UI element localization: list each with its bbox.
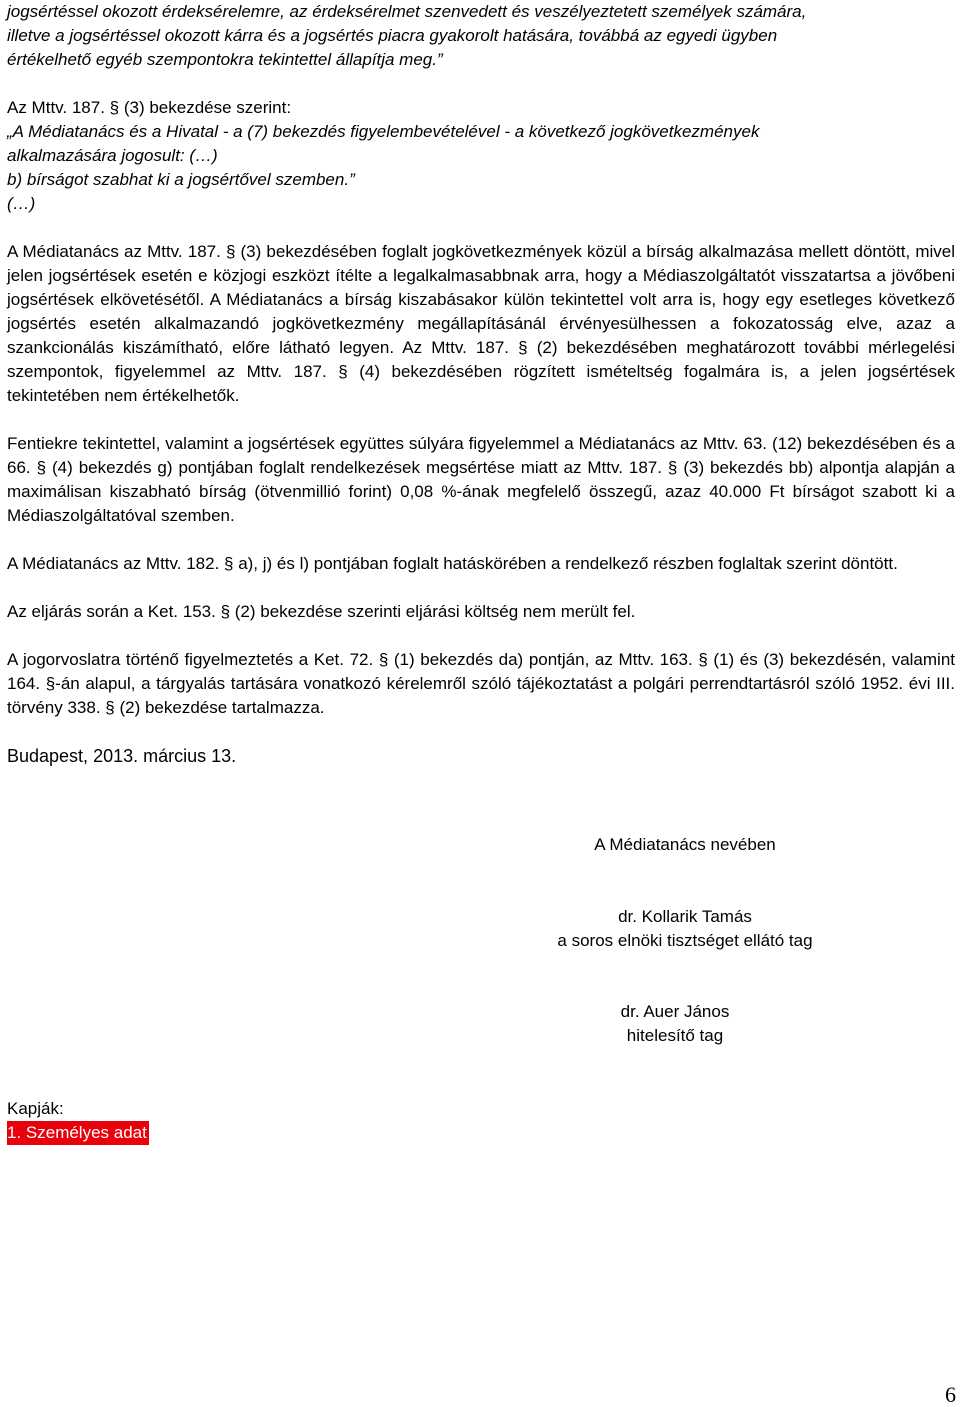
page-number: 6 [945, 1382, 956, 1407]
signature-role-2: hitelesítő tag [626, 1026, 724, 1045]
signature-role-1: a soros elnöki tisztséget ellátó tag [557, 931, 813, 950]
quote-intro: Az Mttv. 187. § (3) bekezdése szerint: [7, 98, 292, 117]
paragraph-sanction-reason: A Médiatanács az Mttv. 187. § (3) bekezdésében foglalt jogkövetkezmények közül a bírság alkalmazása mellett döntött, mivel jelen jogsértések esetén e közjogi eszközt ítélte a legalkalmasabbnak arra, hogy a Médiaszolgáltatót visszatartsa a jövőbeni jogsértések elkövetésétől. A Médiatanács a bírság kiszabásakor külön tekintettel volt arra is, hogy egy esetleges következő jogsértés esetén alkalmazandó jogkövetkezmény megállapításánál érvényesülhessen a fokozatosság elve, azaz a szankcionálás kiszámítható, előre látható legyen. Az Mttv. 187. § (2) bekezdésében meghatározott további mérlegelési szempontok, figyelemmel az Mttv. 187. § (4) bekezdésében rögzített ismételtség fogalmára is, a jelen jogsértések tekintetében nem értékelhetők. [7, 242, 955, 405]
recipients-label: Kapják: [7, 1099, 64, 1118]
recipients-block [7, 1097, 149, 1145]
document-page [7, 0, 955, 768]
intro-line-2: illetve a jogsértéssel okozott kárra és a jogsértés piacra gyakorolt hatására, továbbá az egyedi ügyben [7, 26, 778, 45]
paragraph-fine: Fentiekre tekintettel, valamint a jogsértések együttes súlyára figyelemmel a Médiatanács az Mttv. 63. (12) bekezdésében és a 66. § (4) bekezdés g) pontjában foglalt rendelkezések megsértése miatt az Mttv. 187. § (3) bekezdés bb) alpontja alapján a maximálisan kiszabható bírság (ötvenmillió forint) 0,08 %-ának megfelelő összegű, azaz 40.000 Ft bírságot szabott ki a Médiaszolgáltatóval szemben. [7, 434, 955, 525]
intro-line-3: értékelhető egyéb szempontokra tekintettel állapítja meg.” [7, 50, 443, 69]
quote-line-1: „A Médiatanács és a Hivatal - a (7) bekezdés figyelembevételével - a következő jogkövetkezmények [7, 122, 760, 141]
signature-block [560, 833, 810, 857]
signature-on-behalf: A Médiatanács nevében [594, 835, 776, 854]
signature-name-2: dr. Auer János [620, 1002, 730, 1021]
paragraph-costs: Az eljárás során a Ket. 153. § (2) bekezdése szerinti eljárási költség nem merült fel. [7, 602, 636, 621]
redacted-personal-data: 1. Személyes adat [7, 1121, 149, 1145]
quote-line-2: alkalmazására jogosult: (…) [7, 146, 218, 165]
signature-second [575, 1000, 775, 1048]
quote-line-3: b) bírságot szabhat ki a jogsértővel szemben.” [7, 170, 355, 189]
signature-first [520, 905, 850, 953]
recipient-item [7, 1121, 149, 1145]
intro-line-1: jogsértéssel okozott érdeksérelemre, az érdeksérelmet szenvedett és veszélyeztetett személyek számára, [7, 2, 807, 21]
paragraph-legal-remedy: A jogorvoslatra történő figyelmeztetés a Ket. 72. § (1) bekezdés da) pontján, az Mttv. 163. § (1) és (3) bekezdésén, valamint 164. §-án alapul, a tárgyalás tartására vonatkozó kérelemről szóló tájékoztatást a polgári perrendtartásról szóló 1952. évi III. törvény 338. § (2) bekezdése tartalmazza. [7, 650, 955, 717]
paragraph-competence: A Médiatanács az Mttv. 182. § a), j) és l) pontjában foglalt hatáskörében a rendelkező részben foglaltak szerint döntött. [7, 554, 898, 573]
place-date: Budapest, 2013. március 13. [7, 746, 237, 766]
quote-line-4: (…) [7, 194, 36, 213]
signature-name-1: dr. Kollarik Tamás [618, 907, 752, 926]
